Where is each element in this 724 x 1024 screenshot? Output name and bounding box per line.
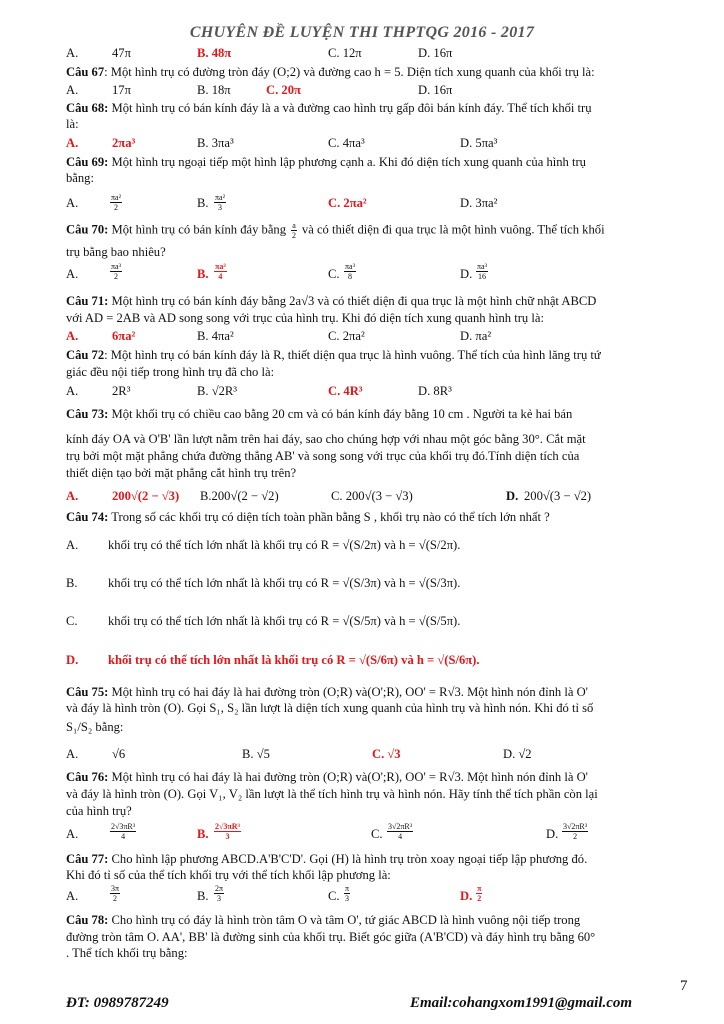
q76-stem xyxy=(66,770,694,785)
option-b-answer: B. 48π xyxy=(197,46,232,60)
option-a-label: A. xyxy=(66,889,79,903)
option-b-answer xyxy=(212,822,243,841)
q73-stem xyxy=(66,407,694,422)
option-a-label: A. xyxy=(66,329,79,343)
frac-num: πa² xyxy=(111,193,121,202)
question-text: Cho hình lập phương ABCD.A'B'C'D'. Gọi (H) là hình trụ tròn xoay ngoại tiếp lập phương đó. xyxy=(108,852,588,866)
option-c xyxy=(342,884,352,903)
question-text-cont: bằng: xyxy=(66,171,94,185)
option-a-label: A. xyxy=(66,83,79,97)
option-d xyxy=(474,262,490,281)
frac-num: πa³ xyxy=(345,262,355,271)
frac-num: 3√2πR³ xyxy=(563,822,588,831)
question-text: : Một hình trụ có đường tròn đáy (O;2) và đường cao h = 5. Diện tích xung quanh của khối trụ là: xyxy=(104,65,595,79)
q74-stem xyxy=(66,510,694,525)
option-a-label: A. xyxy=(66,46,79,60)
option-c-answer: C. 4R³ xyxy=(328,384,363,398)
question-text: Một hình trụ có bán kính đáy bằng 2a√3 và có thiết diện đi qua trục là một hình chữ nhật ABCD xyxy=(108,294,597,308)
option-c-answer: C. 20π xyxy=(266,83,301,97)
option-d: D. 3πa² xyxy=(460,196,498,210)
page-number: 7 xyxy=(680,978,688,994)
option-b xyxy=(212,193,228,212)
option-d-answer: khối trụ có thể tích lớn nhất là khối trụ có R = √(S/6π) và h = √(S/6π). xyxy=(108,653,480,667)
question-text: Một hình trụ có bán kính đáy là a và đường cao hình trụ gấp đôi bán kính đáy. Thể tích khối trụ xyxy=(108,101,592,115)
frac-den: 2 xyxy=(114,203,118,212)
option-b: B. 4πa² xyxy=(197,329,234,343)
frac-den: 2 xyxy=(113,894,118,903)
q71-stem xyxy=(66,294,694,309)
option-b: B. √5 xyxy=(242,747,270,761)
option-c-label: C. xyxy=(328,889,340,903)
option-c-answer: C. 2πa² xyxy=(328,196,367,210)
q77-stem xyxy=(66,852,694,867)
question-text-cont: giác đều nội tiếp trong hình trụ đã cho là: xyxy=(66,365,275,379)
question-text: Trong số các khối trụ có diện tích toàn phần bằng S , khối trụ nào có thể tích lớn nhất ? xyxy=(108,510,550,524)
question-text-cont2: của hình trụ? xyxy=(66,804,132,818)
question-text: Một hình trụ có hai đáy là hai đường tròn (O;R) và(O';R), OO' = R√3. Một hình nón đỉnh là O' xyxy=(108,685,588,699)
question-label: Câu 74: xyxy=(66,510,109,524)
frac-den: 4 xyxy=(218,272,223,281)
frac-den: 16 xyxy=(478,272,486,281)
question-text-cont: kính đáy OA và O'B' lần lượt nằm trên hai đáy, sao cho chúng hợp với nhau một góc bằng 30°. Cắt mặt xyxy=(66,432,586,446)
option-a-label: A. xyxy=(66,747,79,761)
option-c: khối trụ có thể tích lớn nhất là khối trụ có R = √(S/5π) và h = √(S/5π). xyxy=(108,614,461,628)
frac-den: 8 xyxy=(348,272,352,281)
option-b: B.200√(2 − √2) xyxy=(200,489,279,503)
q70-stem xyxy=(66,221,694,243)
option-d-label: D. xyxy=(460,267,473,281)
option-d: D. 16π xyxy=(418,83,453,97)
option-b-answer xyxy=(212,262,229,281)
frac-num: πa³ xyxy=(215,262,226,271)
question-label: Câu 72 xyxy=(66,348,105,362)
question-text: Một hình trụ có bán kính đáy bằng xyxy=(108,222,287,237)
option-a: √6 xyxy=(112,747,126,761)
option-d xyxy=(560,822,590,841)
question-label: Câu 76: xyxy=(66,770,109,784)
question-label: Câu 69: xyxy=(66,155,109,169)
question-text: Một khối trụ có chiều cao bằng 20 cm và có bán kính đáy bằng 10 cm . Người ta kẻ hai bán xyxy=(108,407,573,421)
option-a xyxy=(108,262,124,281)
question-label: Câu 75: xyxy=(66,685,109,699)
option-b: B. 18π xyxy=(197,83,231,97)
option-a-label: A. xyxy=(66,196,79,210)
option-d-label: D. xyxy=(546,827,559,841)
question-text-cont: và đáy là hình tròn (O). Gọi V₁, V₂ lần lượt là thể tích hình trụ và hình nón. Hãy tính thể tích phần còn lại xyxy=(66,787,598,801)
question-text: Cho hình trụ có đáy là hình tròn tâm O và tâm O', tứ giác ABCD là hình vuông nội tiếp trong xyxy=(108,913,581,927)
question-text: Một hình trụ ngoại tiếp một hình lập phương cạnh a. Khi đó diện tích xung quanh của hình trụ xyxy=(108,155,586,169)
question-text-cont2: S₁/S₂ bằng: xyxy=(66,720,124,734)
option-c xyxy=(342,262,358,281)
q77-options xyxy=(66,884,694,908)
q75-stem xyxy=(66,685,694,700)
footer-email: Email:cohangxom1991@gmail.com xyxy=(410,995,633,1011)
option-c-label: C. xyxy=(66,614,78,628)
option-b-label: B. xyxy=(197,889,209,903)
question-label: Câu 67 xyxy=(66,65,105,79)
question-text: : Một hình trụ có bán kính đáy là R, thiết diện qua trục là hình vuông. Thể tích của hình lăng trụ tứ xyxy=(104,348,601,362)
frac-num: π xyxy=(477,884,482,893)
question-text-b: và có thiết diện đi qua trục là một hình vuông. Thể tích khối xyxy=(301,222,605,237)
option-d: D. πa² xyxy=(460,329,492,343)
option-a: khối trụ có thể tích lớn nhất là khối trụ có R = √(S/2π) và h = √(S/2π). xyxy=(108,538,461,552)
q72-stem xyxy=(66,348,694,363)
option-d-label: D. xyxy=(66,653,79,667)
option-d-label: D. xyxy=(506,489,519,503)
frac-den: 3 xyxy=(225,832,230,841)
option-b: khối trụ có thể tích lớn nhất là khối trụ có R = √(S/3π) và h = √(S/3π). xyxy=(108,576,461,590)
question-text-cont: với AD = 2AB và AD song song với trục của hình trụ. Khi đó diện tích xung quanh hình trụ là: xyxy=(66,311,544,325)
option-c xyxy=(385,822,415,841)
option-b-label: B. xyxy=(66,576,78,590)
option-a-label: A. xyxy=(66,384,79,398)
question-text: Một hình trụ có hai đáy là hai đường tròn (O;R) và(O';R), OO' = R√3. Một hình nón đỉnh là O' xyxy=(108,770,588,784)
option-a xyxy=(108,193,124,212)
q76-options xyxy=(66,822,694,846)
option-b xyxy=(212,884,226,903)
option-b: B. √2R³ xyxy=(197,384,238,398)
option-a: 2R³ xyxy=(112,384,131,398)
frac-num: 3√2πR³ xyxy=(388,822,413,831)
q69-stem xyxy=(66,155,694,170)
option-a-answer: 6πa² xyxy=(112,329,136,343)
option-a: 47π xyxy=(112,46,131,60)
frac-num: 3π xyxy=(111,884,120,893)
frac-num: π xyxy=(345,884,350,893)
frac-den: 4 xyxy=(398,832,403,841)
option-a xyxy=(108,822,138,841)
option-c: C. 200√(3 − √3) xyxy=(331,489,413,503)
option-a-label: A. xyxy=(66,267,79,281)
q69-options xyxy=(66,193,694,215)
option-b-label: B. xyxy=(197,267,209,281)
frac-den: 3 xyxy=(217,894,222,903)
question-text-cont: trụ bằng bao nhiêu? xyxy=(66,245,166,259)
option-c-label: C. xyxy=(328,267,340,281)
frac-den: 2 xyxy=(573,832,578,841)
question-text-cont: là: xyxy=(66,117,79,131)
question-text-cont2: trụ bởi một mặt phẳng chứa đường thẳng AB' và song song với trục của khối trụ đó.Tính diện tích của xyxy=(66,449,580,463)
option-d: D. 5πa³ xyxy=(460,136,498,150)
option-a-label: A. xyxy=(66,538,79,552)
question-label: Câu 78: xyxy=(66,913,109,927)
footer-phone: ĐT: 0989787249 xyxy=(66,995,169,1011)
q70-options xyxy=(66,262,694,286)
option-b-label: B. xyxy=(197,196,209,210)
option-a-label: A. xyxy=(66,489,79,503)
option-c: C. 12π xyxy=(328,46,362,60)
option-c: C. 4πa³ xyxy=(328,136,365,150)
question-text-cont: và đáy là hình tròn (O). Gọi S₁, S₂ lần lượt là diện tích xung quanh của hình trụ và hình nón. Khi đó tỉ số xyxy=(66,701,594,715)
question-text-cont: đường tròn tâm O. AA', BB' là đường sinh của khối trụ. Biết góc giữa (A'B'CD) và đáy hình trụ bằng 60° xyxy=(66,930,596,944)
option-b-label: B. xyxy=(197,827,209,841)
question-label: Câu 68: xyxy=(66,101,109,115)
page-header-title: CHUYÊN ĐỀ LUYỆN THI THPTQG 2016 - 2017 xyxy=(189,24,535,41)
frac-den: 4 xyxy=(121,832,126,841)
frac-num: 2√3πR³ xyxy=(111,822,136,831)
q68-stem xyxy=(66,101,694,116)
question-label: Câu 77: xyxy=(66,852,109,866)
frac-den: 2 xyxy=(477,894,482,903)
option-c-label: C. xyxy=(371,827,383,841)
option-a xyxy=(108,884,122,903)
q78-stem xyxy=(66,913,694,928)
option-c: C. 2πa² xyxy=(328,329,365,343)
option-d: 200√(3 − √2) xyxy=(524,489,592,503)
frac-num: πa³ xyxy=(111,262,121,271)
frac-num: πa² xyxy=(215,193,225,202)
frac-den: 3 xyxy=(345,894,350,903)
question-text-cont2: . Thể tích khối trụ bằng: xyxy=(66,946,188,960)
frac-num: 2√3πR³ xyxy=(215,822,240,831)
option-d: D. 8R³ xyxy=(418,384,452,398)
frac-den: 3 xyxy=(218,203,222,212)
option-a: 17π xyxy=(112,83,131,97)
option-d-label: D. xyxy=(460,889,473,903)
option-a-label: A. xyxy=(66,827,79,841)
question-text-cont3: thiết diện tạo bởi mặt phẳng cắt hình trụ trên? xyxy=(66,466,297,480)
question-label: Câu 71: xyxy=(66,294,109,308)
question-text-cont: Khi đó tỉ số của thể tích khối trụ với thể tích khối lập phương là: xyxy=(66,868,391,882)
question-label: Câu 70: xyxy=(66,222,109,237)
q67-stem xyxy=(66,65,694,80)
option-a-answer: 200√(2 − √3) xyxy=(112,489,180,503)
option-c-answer: C. √3 xyxy=(372,747,401,761)
frac-num: πa³ xyxy=(477,262,487,271)
frac-den: 2 xyxy=(291,231,296,240)
option-b: B. 3πa³ xyxy=(197,136,234,150)
question-label: Câu 73: xyxy=(66,407,109,421)
option-d: D. √2 xyxy=(503,747,532,761)
frac-den: 2 xyxy=(114,272,118,281)
frac-num: 2π xyxy=(215,884,224,893)
option-a-label: A. xyxy=(66,136,79,150)
frac-num: a xyxy=(292,221,296,230)
option-d: D. 16π xyxy=(418,46,453,60)
option-a-answer: 2πa³ xyxy=(112,136,136,150)
option-d-answer xyxy=(474,884,484,903)
